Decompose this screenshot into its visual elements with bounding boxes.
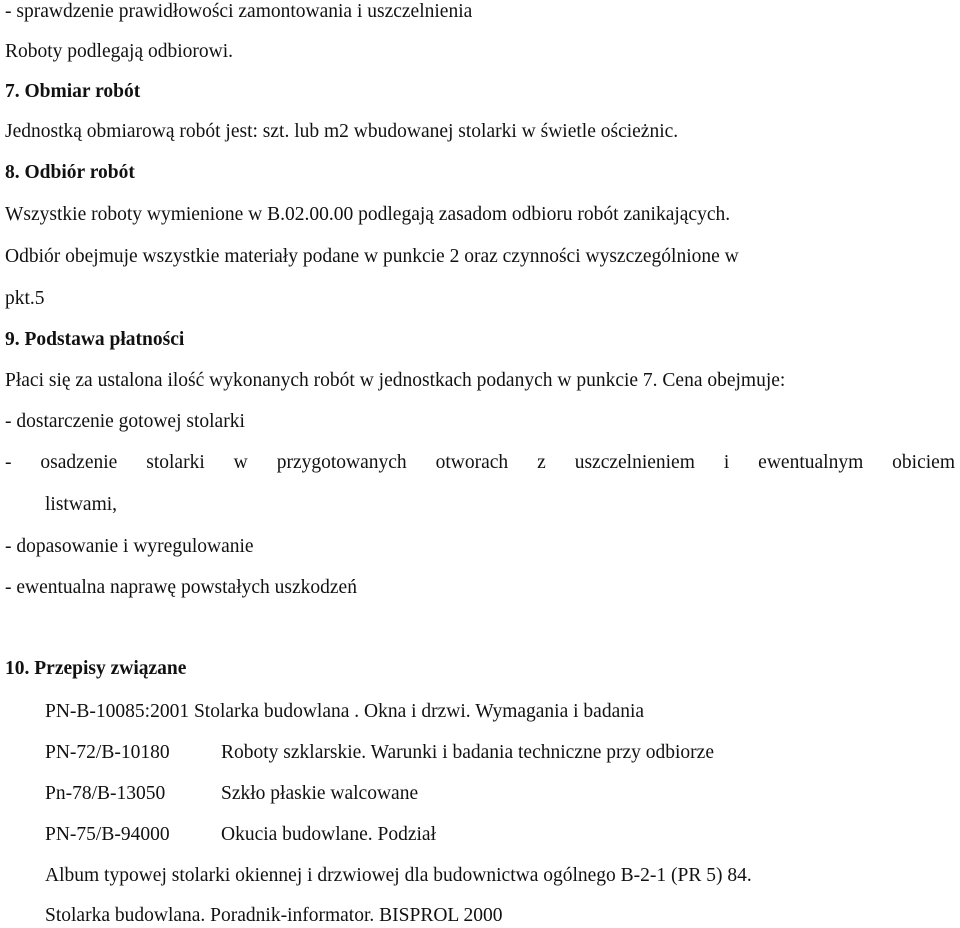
paragraph-line: Wszystkie roboty wymienione w B.02.00.00 podlegają zasadom odbioru robót zanikających. bbox=[5, 204, 731, 225]
section-heading: 10. Przepisy związane bbox=[5, 658, 187, 679]
list-item: - dostarczenie gotowej stolarki bbox=[5, 411, 245, 432]
paragraph-line: Jednostką obmiarową robót jest: szt. lub m2 wbudowanej stolarki w świetle ościeżnic. bbox=[5, 121, 679, 142]
reference-item: Stolarka budowlana. Poradnik-informator. BISPROL 2000 bbox=[45, 905, 503, 926]
reference-title: Okucia budowlane. Podział bbox=[221, 824, 436, 845]
section-heading: 7. Obmiar robót bbox=[5, 81, 141, 102]
reference-title: Szkło płaskie walcowane bbox=[221, 783, 419, 804]
section-heading: 8. Odbiór robót bbox=[5, 162, 135, 183]
list-item-continuation: listwami, bbox=[45, 494, 118, 515]
reference-code: Pn-78/B-13050 bbox=[45, 783, 166, 804]
reference-item bbox=[45, 823, 436, 847]
paragraph-line: Odbiór obejmuje wszystkie materiały podane w punkcie 2 oraz czynności wyszczególnione w bbox=[5, 246, 739, 267]
section-heading: 9. Podstawa płatności bbox=[5, 329, 185, 350]
list-item: - osadzenie stolarki w przygotowanych otworach z uszczelnieniem i ewentualnym obiciem bbox=[5, 452, 955, 473]
text-line: Roboty podlegają odbiorowi. bbox=[5, 41, 234, 62]
reference-code: PN-72/B-10180 bbox=[45, 742, 170, 763]
text-line: - sprawdzenie prawidłowości zamontowania i uszczelnienia bbox=[5, 1, 473, 22]
reference-item: PN-B-10085:2001 Stolarka budowlana . Okna i drzwi. Wymagania i badania bbox=[45, 701, 645, 722]
reference-title: Roboty szklarskie. Warunki i badania techniczne przy odbiorze bbox=[221, 742, 714, 763]
reference-item bbox=[45, 782, 418, 806]
reference-code: PN-75/B-94000 bbox=[45, 824, 170, 845]
list-item: - dopasowanie i wyregulowanie bbox=[5, 536, 254, 557]
reference-item: Album typowej stolarki okiennej i drzwiowej dla budownictwa ogólnego B-2-1 (PR 5) 84. bbox=[45, 865, 752, 886]
list-item: - ewentualna naprawę powstałych uszkodzeń bbox=[5, 577, 357, 598]
paragraph-line: pkt.5 bbox=[5, 288, 45, 309]
paragraph-line: Płaci się za ustalona ilość wykonanych robót w jednostkach podanych w punkcie 7. Cena obejmuje: bbox=[5, 370, 786, 391]
reference-item bbox=[45, 741, 714, 765]
